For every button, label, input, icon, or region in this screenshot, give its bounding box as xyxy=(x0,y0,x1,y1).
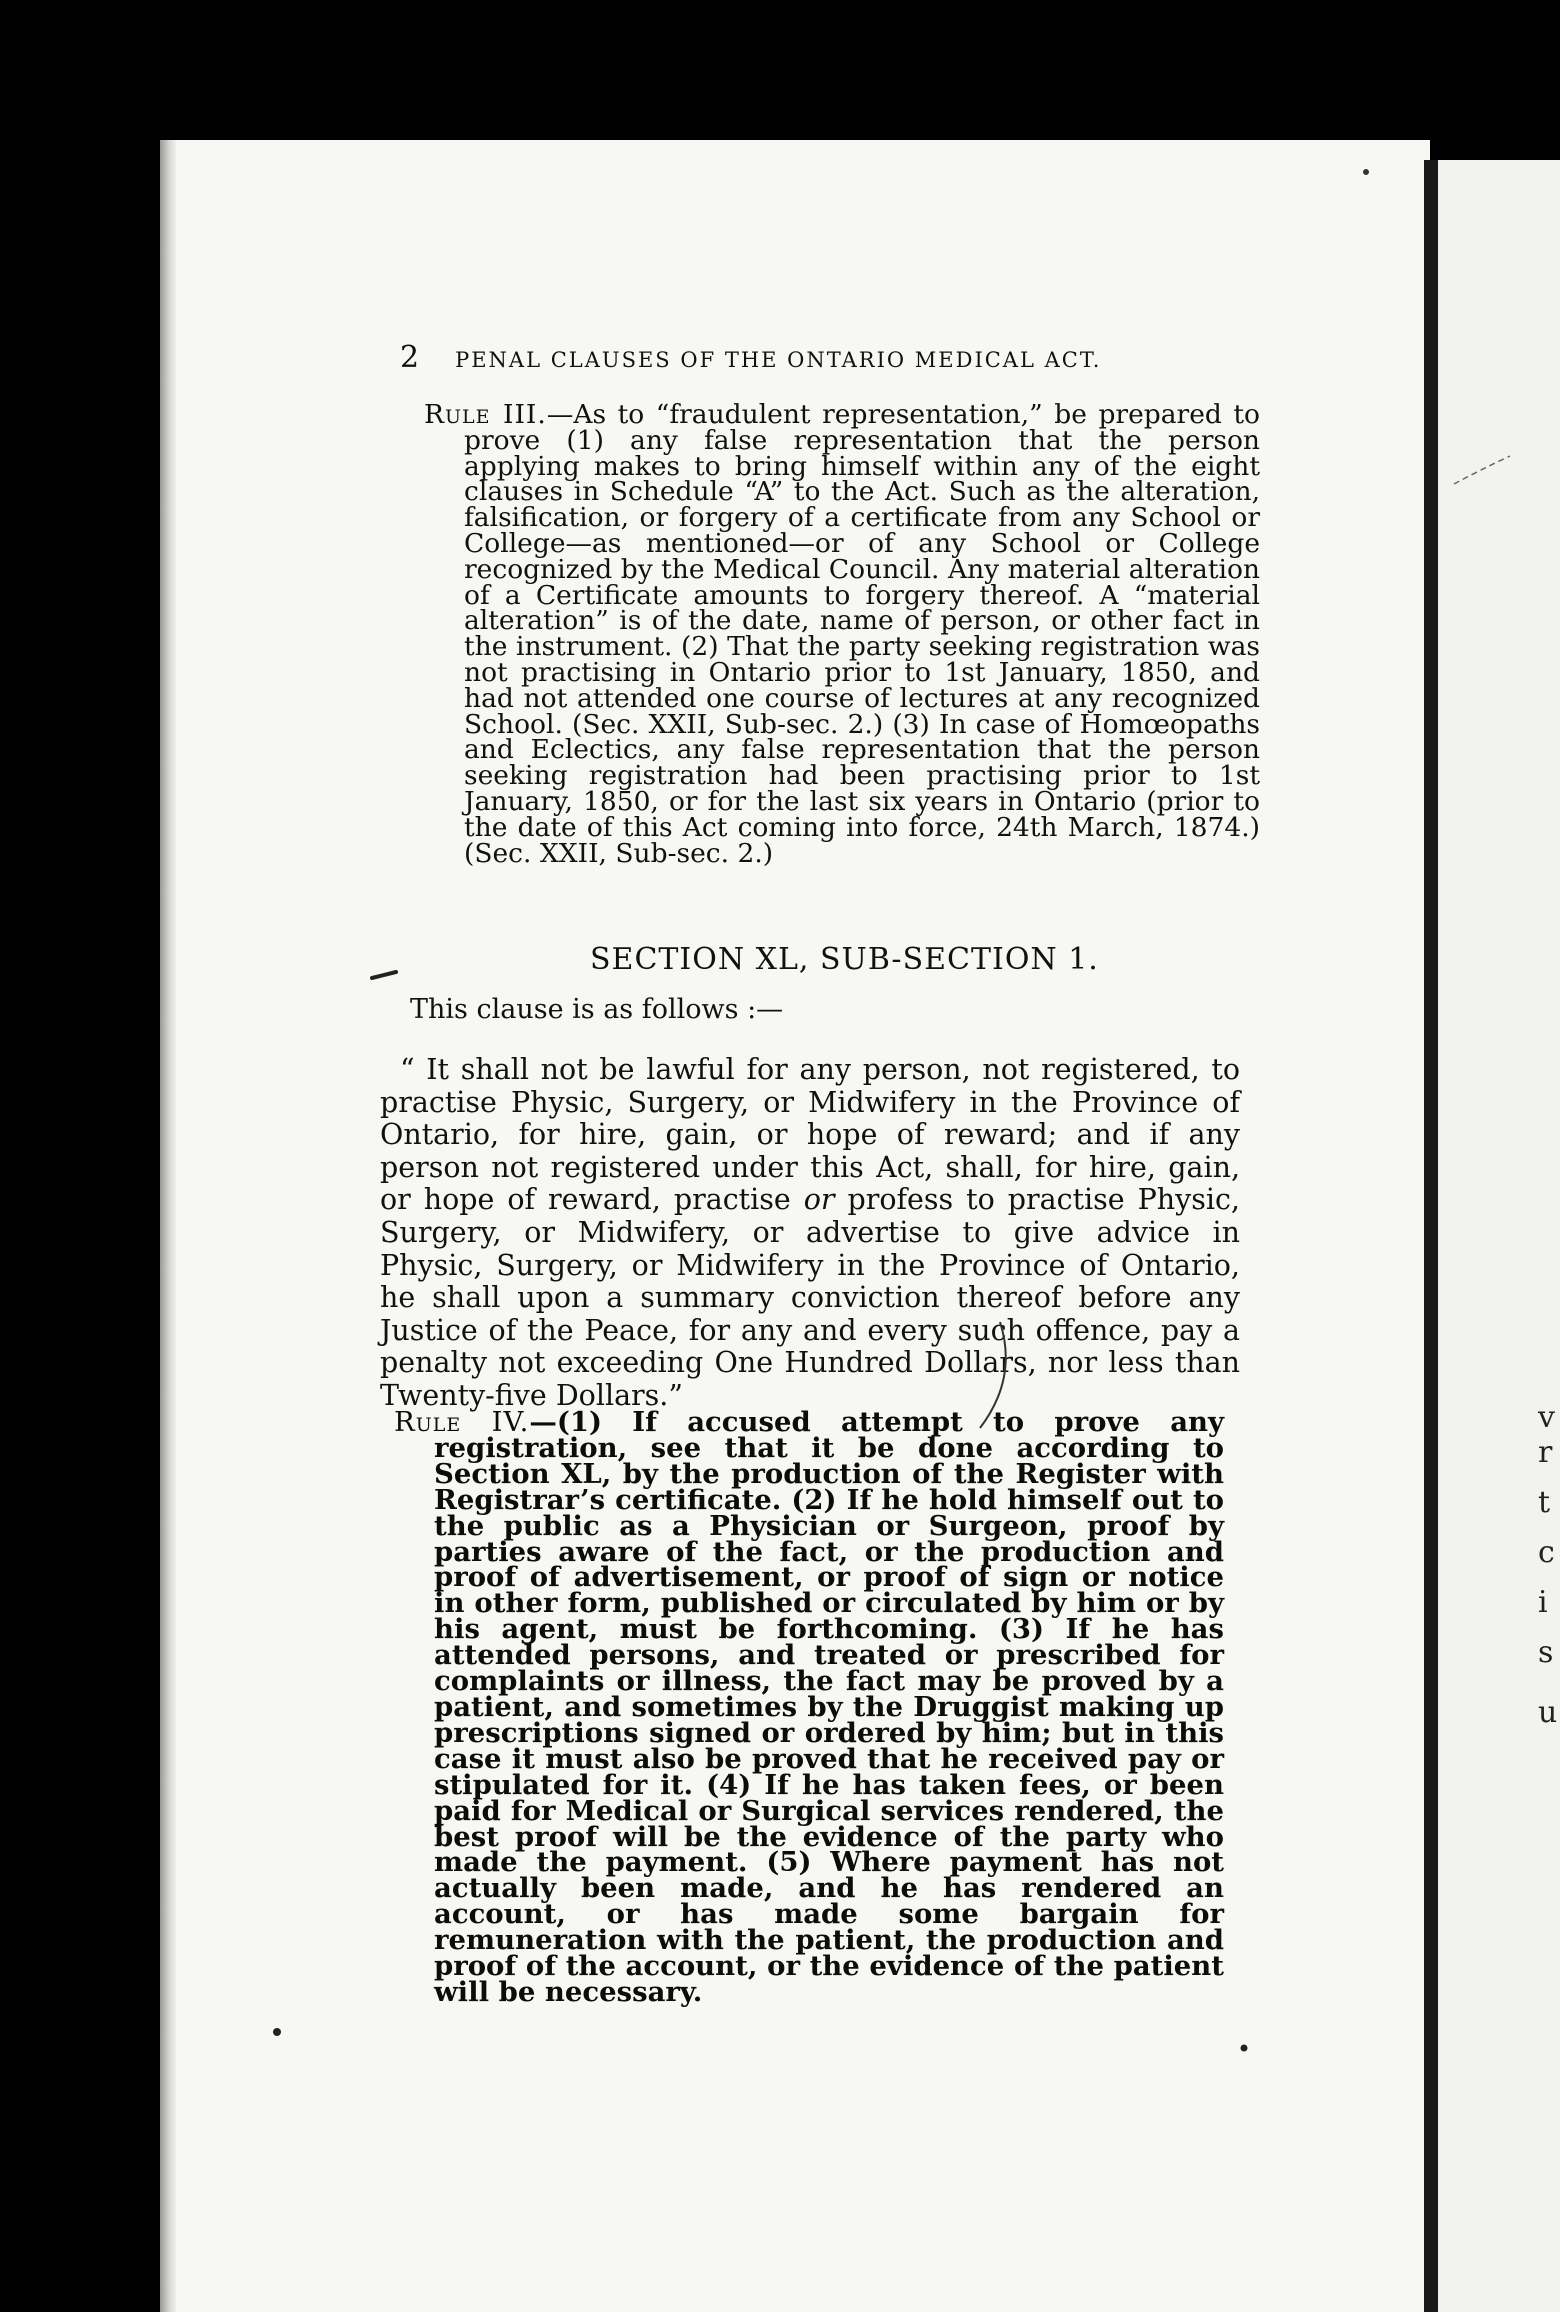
quote-italic-word: or xyxy=(803,1183,835,1217)
facing-page-letter: u xyxy=(1538,1695,1558,1730)
rule-four-label: Rule IV. xyxy=(394,1406,530,1438)
scan-speck xyxy=(1360,166,1372,178)
facing-page-letter: r xyxy=(1538,1435,1553,1470)
facing-page-letter: i xyxy=(1538,1585,1548,1620)
running-header xyxy=(400,340,1160,375)
section-heading: SECTION XL, SUB-SECTION 1. xyxy=(590,942,1099,977)
facing-page-letter: s xyxy=(1538,1635,1554,1670)
book-gutter xyxy=(1424,160,1438,2312)
facing-page-letter: v xyxy=(1538,1400,1555,1435)
pencil-bracket-mark xyxy=(960,1318,1020,1438)
page-binding-edge xyxy=(160,140,176,2312)
rule-four-text: —(1) If accused attempt to prove any registration, see that it be done according to Section XL, by the production of the Register with Registrar’s certificate. (2) If he hold himself out to the public as a Physician or Surgeon, proof by parties aware of the fact, or the production and proof of advertisement, or proof of sign or notice in other form, published or circulated by him or by his agent, must be forthcoming. (3) If he has attended persons, and treated or prescribed for complaints or illness, the fact may be proved by a patient, and sometimes by the Druggist making up prescriptions signed or ordered by him; but in this case it must also be proved that he received pay or stipulated for it. (4) If he has taken fees, or been paid for Medical or Surgical services rendered, the best proof will be the evidence of the party who made the payment. (5) Where payment has not actually been made, and he has rendered an account, or has made some bargain for remuneration with the patient, the production and proof of the account, or the evidence of the patient will be necessary. xyxy=(434,1406,1224,2008)
running-title: PENAL CLAUSES OF THE ONTARIO MEDICAL ACT. xyxy=(455,348,1102,372)
quote-text-start: “ It shall not be lawful for any person, not registered, to practise Physic, Surgery, or Midwifery in the Province of Ontario, for hire, gain, or hope of reward; and if any person not registered under this Act, shall, for hire, gain, or hope of reward, practise xyxy=(380,1053,1240,1217)
quoted-clause xyxy=(380,1054,1240,1413)
rule-three-label: Rule III. xyxy=(424,399,547,430)
rule-three-paragraph xyxy=(424,399,1260,869)
scan-speck xyxy=(270,2025,284,2039)
rule-four-paragraph xyxy=(394,1406,1224,2008)
section-intro: This clause is as follows :— xyxy=(410,994,784,1025)
facing-page-letter: c xyxy=(1538,1535,1555,1570)
quote-text-end: profess to practise Physic, Surgery, or Midwifery, or advertise to give advice in Physic, Surgery, or Midwifery in the Province of Ontario, he shall upon a summary conviction thereof before any Justice of the Peace, for any and every such offence, pay a penalty not exceeding One Hundred Dollars, nor less than Twenty-five Dollars.” xyxy=(380,1183,1240,1412)
rule-three-text: —As to “fraudulent representation,” be prepared to prove (1) any false representation that the person applying makes to bring himself within any of the eight clauses in Schedule “A” to the Act. Such as the alteration, falsification, or forgery of a certificate from any School or College—as mentioned—or of any School or College recognized by the Medical Council. Any material alteration of a Certificate amounts to forgery thereof. A “material alteration” is of the date, name of person, or other fact in the instrument. (2) That the party seeking registration was not practising in Ontario prior to 1st January, 1850, and had not attended one course of lectures at any recognized School. (Sec. XXII, Sub-sec. 2.) (3) In case of Homœopaths and Eclectics, any false representation that the person seeking registration had been practising prior to 1st January, 1850, or for the last six years in Ontario (prior to the date of this Act coming into force, 24th March, 1874.) (Sec. XXII, Sub-sec. 2.) xyxy=(464,399,1260,869)
facing-page-letter: t xyxy=(1538,1485,1551,1520)
page-number: 2 xyxy=(400,340,420,375)
scan-speck xyxy=(1238,2042,1250,2054)
pencil-dash-mark xyxy=(370,968,400,984)
margin-scribble-mark xyxy=(1450,450,1520,490)
